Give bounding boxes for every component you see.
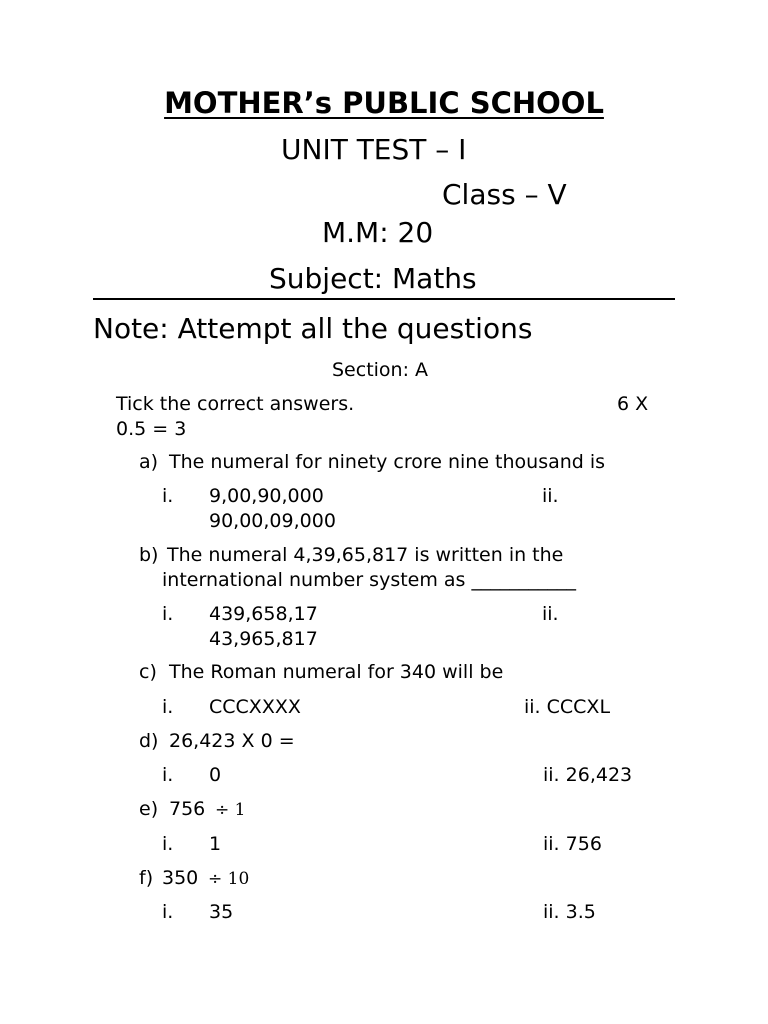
subject-label: Subject: Maths	[269, 262, 477, 295]
question-label: c)	[139, 661, 157, 683]
option-label: i.	[162, 603, 174, 625]
question-label: a)	[139, 451, 159, 473]
question-label: b)	[139, 544, 159, 566]
marks-line-2: 0.5 = 3	[116, 418, 187, 440]
option-text: CCCXXXX	[209, 696, 301, 718]
question-text: 26,423 X 0 =	[169, 730, 295, 752]
option-text: ii. 26,423	[543, 764, 633, 786]
option-text: 43,965,817	[209, 628, 318, 650]
option-text: 0	[209, 764, 222, 786]
marks-line-1: 6 X	[617, 393, 649, 415]
question-operator: ÷ 1	[215, 800, 246, 820]
question-text: 756	[169, 798, 206, 820]
option-label: ii.	[542, 603, 559, 625]
option-text: ii. CCCXL	[524, 696, 611, 718]
option-text: 1	[209, 833, 222, 855]
question-text: The numeral for ninety crore nine thousand is	[169, 451, 606, 473]
question-label: e)	[139, 798, 159, 820]
school-name: MOTHER’s PUBLIC SCHOOL	[164, 86, 604, 120]
option-text: 35	[209, 901, 234, 923]
option-label: i.	[162, 696, 174, 718]
instruction-text: Tick the correct answers.	[116, 393, 355, 415]
question-text: international number system as ___________	[162, 569, 576, 591]
option-label: i.	[162, 833, 174, 855]
option-label: i.	[162, 485, 174, 507]
max-marks: M.M: 20	[322, 216, 434, 249]
option-label: i.	[162, 901, 174, 923]
question-text: The Roman numeral for 340 will be	[169, 661, 504, 683]
question-text: 350	[162, 867, 199, 889]
option-text: ii. 756	[543, 833, 602, 855]
question-label: f)	[139, 867, 154, 889]
option-text: 90,00,09,000	[209, 510, 336, 532]
option-text: 439,658,17	[209, 603, 318, 625]
question-label: d)	[139, 730, 159, 752]
option-text: 9,00,90,000	[209, 485, 324, 507]
section-title: Section: A	[332, 359, 429, 381]
question-text: The numeral 4,39,65,817 is written in the	[167, 544, 564, 566]
class-label: Class – V	[442, 178, 567, 211]
header-divider	[93, 298, 675, 300]
note-text: Note: Attempt all the questions	[93, 312, 533, 345]
test-title: UNIT TEST – I	[281, 133, 467, 166]
question-operator: ÷ 10	[208, 869, 250, 889]
option-label: ii.	[542, 485, 559, 507]
option-label: i.	[162, 764, 174, 786]
option-text: ii. 3.5	[543, 901, 596, 923]
